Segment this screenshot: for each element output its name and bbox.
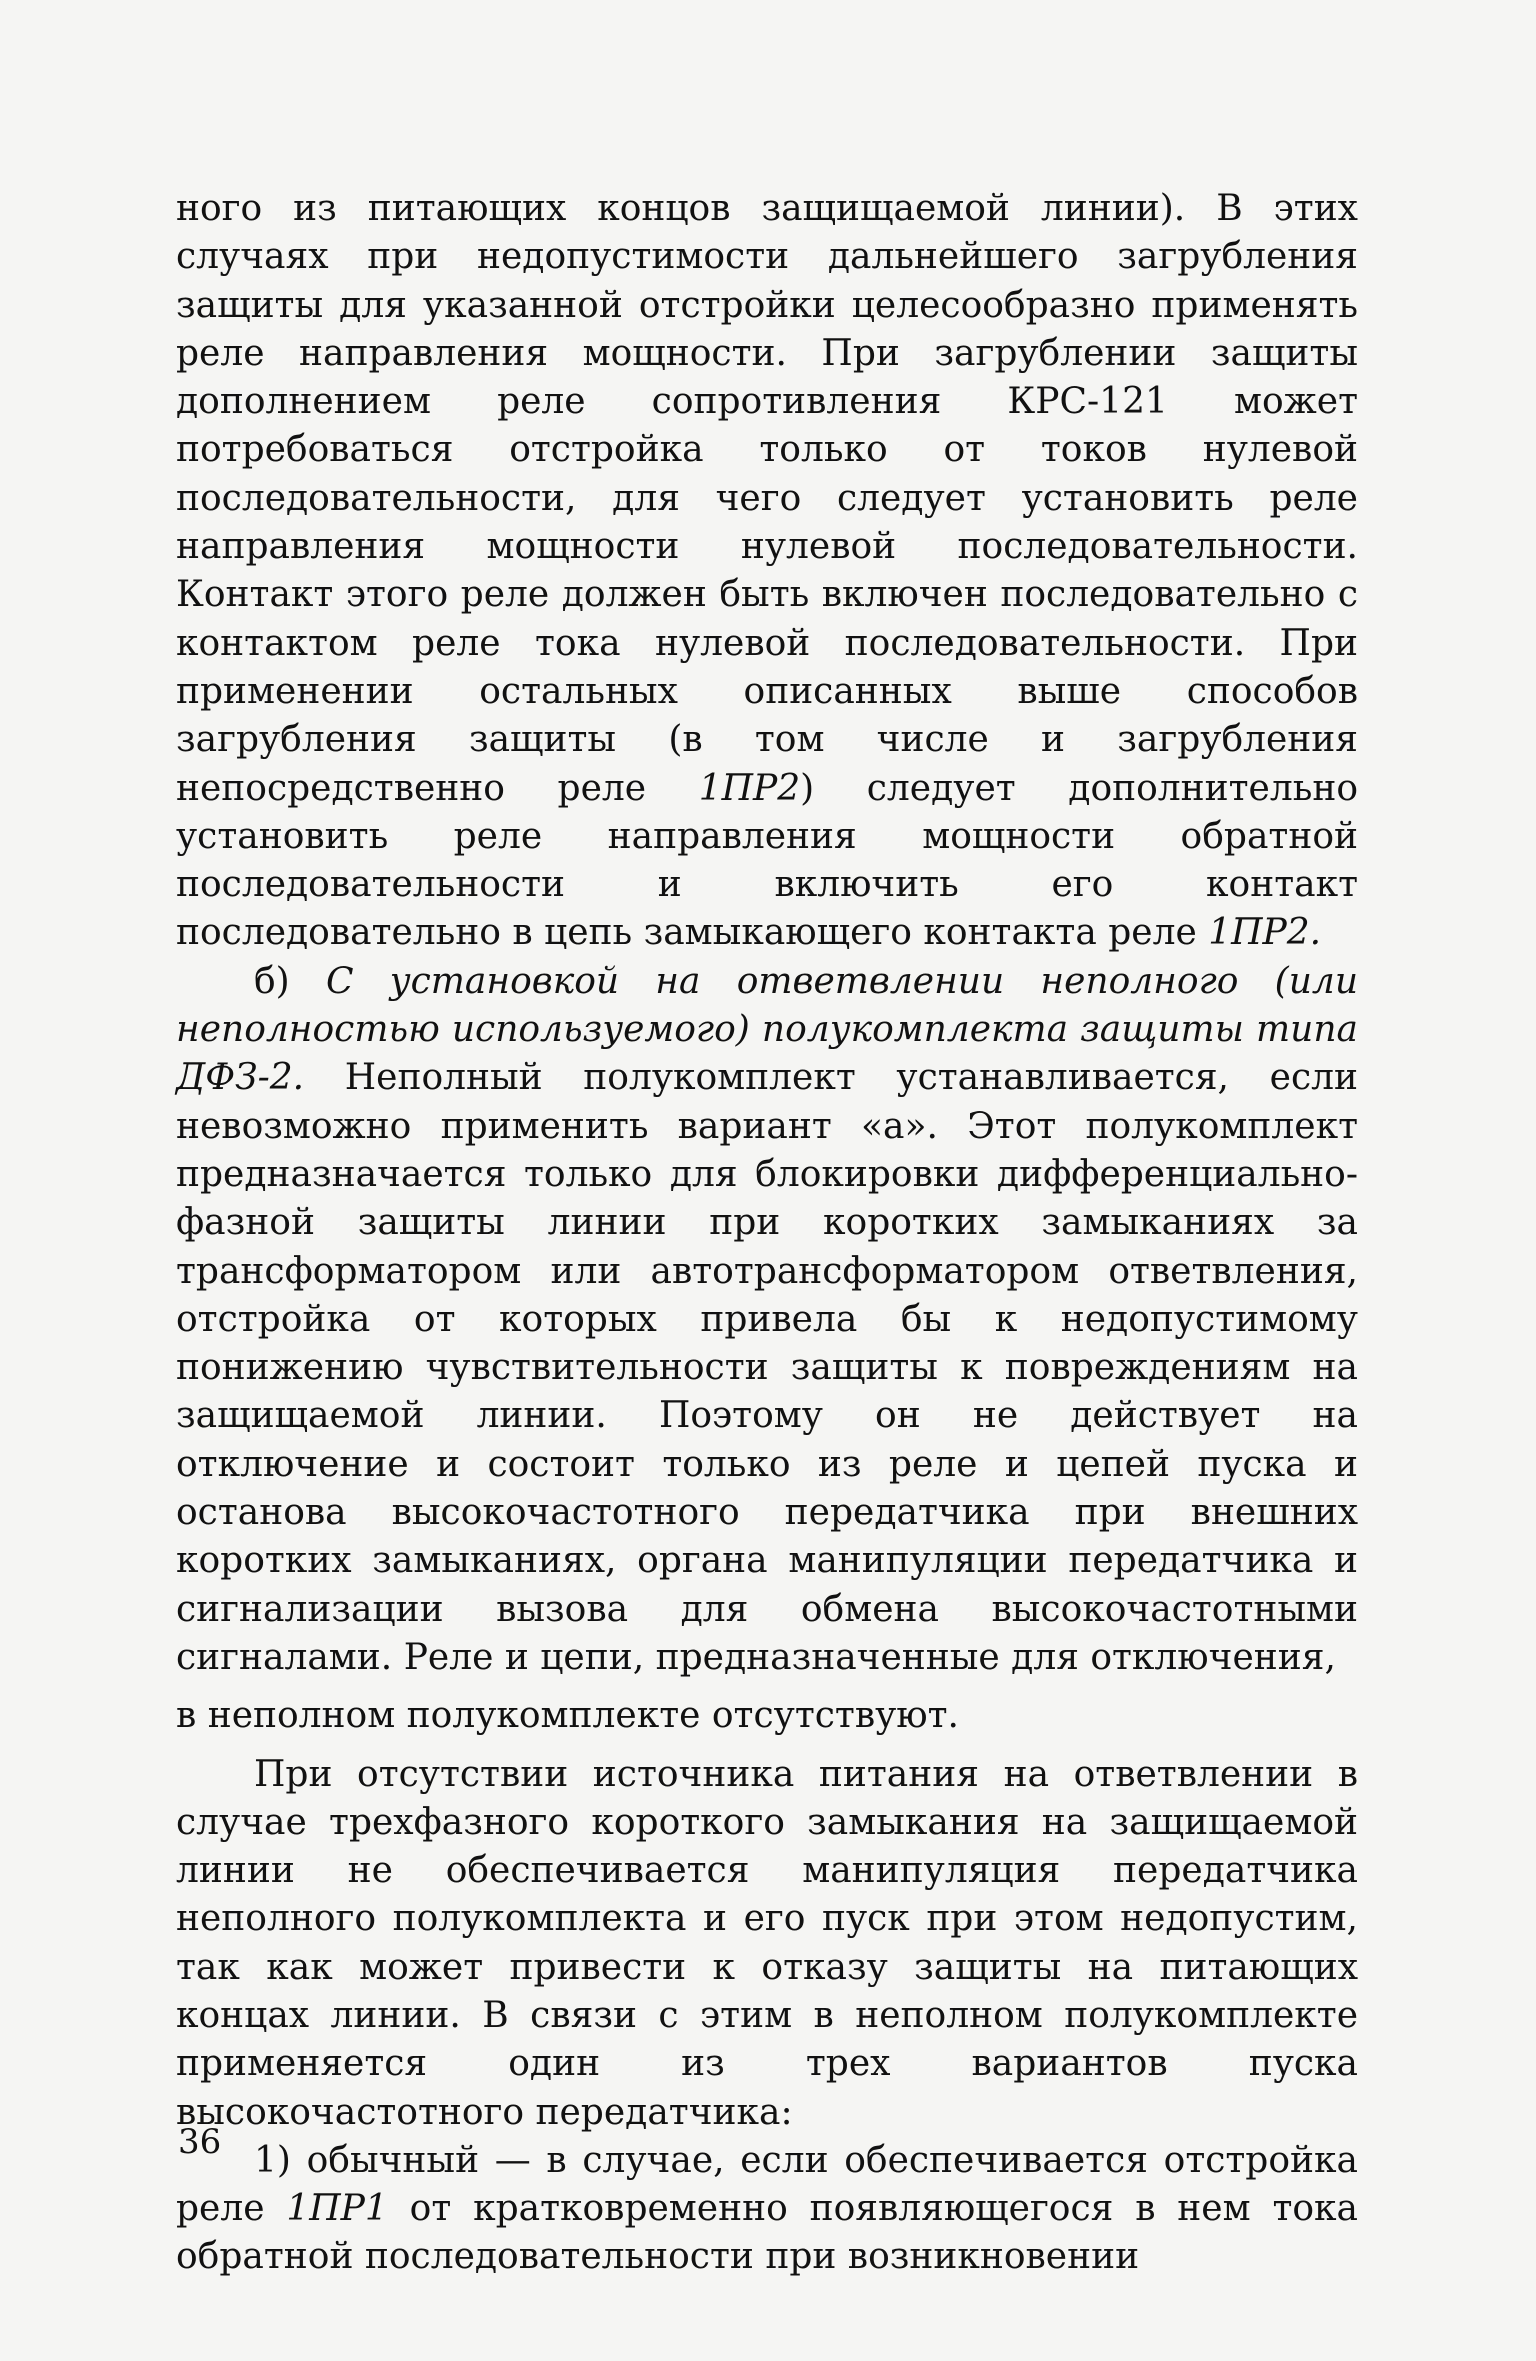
section-b-body: Неполный полукомплект устанавливается, если невозможно применить вариант «а». Этот полукомплект предназначается только для блокировки дифференциально-фазной защиты линии при коротких замыканиях за трансформатором или автотрансформатором ответвления, отстройка от которых привела бы к недопустимому понижению чувствительности защиты к повреждениям на защищаемой линии. Поэтому он не действует на отключение и состоит только из реле и цепей пуска и останова высокочастотного передатчика при внешних коротких замыканиях, органа манипуляции передатчика и сигнализации вызова для обмена высокочастотными сигналами. Реле и цепи, предназначенные для отключения,: [176, 1057, 1358, 1678]
paragraph-continuation: [176, 185, 1358, 958]
body-text: [176, 185, 1358, 2282]
page-number: 36: [178, 2122, 222, 2162]
paragraph-section-b-tail: в неполном полукомплекте отсутствуют.: [176, 1695, 959, 1737]
section-b-label: б): [254, 960, 326, 1002]
paragraph-start-variants: При отсутствии источника питания на ответвлении в случае трехфазного короткого замыкания на защищаемой линии не обеспечивается манипуляция передатчика неполного полукомплекта и его пуск при этом недопустим, так как может привести к отказу защиты на питающих концах линии. В связи с этим в неполном полукомплекте применяется один из трех вариантов пуска высокочастотного передатчика:: [176, 1753, 1358, 2133]
list-item-1-end: от кратковременно появляющегося в нем тока обратной последовательности при возникновении: [176, 2188, 1359, 2278]
section-b-heading: С установкой на ответвлении неполного (или неполностью используемого) полукомплекта защиты типа ДФЗ-2.: [176, 960, 1358, 1099]
paragraph-1-text-cont: ) следует дополнительно установить реле направления мощности обратной последовательности и включить его контакт последовательно в цепь замыкающего контакта реле: [176, 767, 1358, 954]
relay-reference: 1ПР2: [698, 767, 801, 809]
paragraph-1-text: ного из питающих концов защищаемой линии). В этих случаях при недопустимости дальнейшего загрубления защиты для указанной отстройки целесообразно применять реле направления мощности. При загрублении защиты дополнением реле сопротивления КРС-121 может потребоваться отстройка только от токов нулевой последовательности, для чего следует установить реле направления мощности нулевой последовательности. Контакт этого реле должен быть включен последовательно с контактом реле тока нулевой последовательности. При применении остальных описанных выше способов загрубления защиты (в том числе и загрубления непосредственно реле: [176, 188, 1358, 809]
relay-reference-end: 1ПР2.: [1208, 912, 1322, 954]
paragraph-section-b: [176, 958, 1358, 1682]
list-item-1: [176, 2137, 1358, 2282]
relay-reference-1pr1: 1ПР1: [286, 2188, 388, 2230]
list-item-1-start: 1) обычный — в случае, если обеспечивается отстройка реле: [176, 2139, 1358, 2230]
